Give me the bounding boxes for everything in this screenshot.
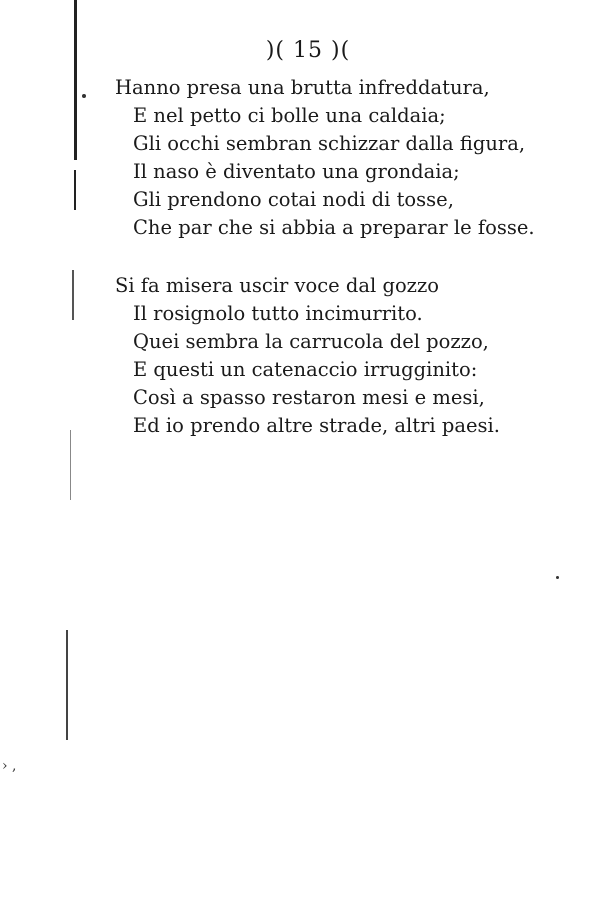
verse-line: E questi un catenaccio irrugginito: <box>133 358 478 381</box>
verse-line: Il naso è diventato una grondaia; <box>133 160 460 183</box>
binding-edge-line <box>70 430 71 500</box>
verse-line: E nel petto ci bolle una caldaia; <box>133 104 446 127</box>
verse-line: Gli occhi sembran schizzar dalla figura, <box>133 132 526 155</box>
verse-line: Hanno presa una brutta infreddatura, <box>115 76 490 99</box>
verse-line: Ed io prendo altre strade, altri paesi. <box>133 414 500 437</box>
verse-line: Si fa misera uscir voce dal gozzo <box>115 274 439 297</box>
binding-edge-line <box>66 630 68 740</box>
verse-line: Così a spasso restaron mesi e mesi, <box>133 386 485 409</box>
page-number: )( 15 )( <box>265 38 351 63</box>
verse-line: Il rosignolo tutto incimurrito. <box>133 302 423 325</box>
verse-line: Quei sembra la carrucola del pozzo, <box>133 330 489 353</box>
verse-line: Che par che si abbia a preparar le fosse. <box>133 216 535 239</box>
verse-line: Gli prendono cotai nodi di tosse, <box>133 188 454 211</box>
stanza-1 <box>0 74 535 242</box>
ink-speck <box>556 576 559 579</box>
margin-marks: › , <box>2 758 17 774</box>
stanza-2 <box>0 272 500 440</box>
